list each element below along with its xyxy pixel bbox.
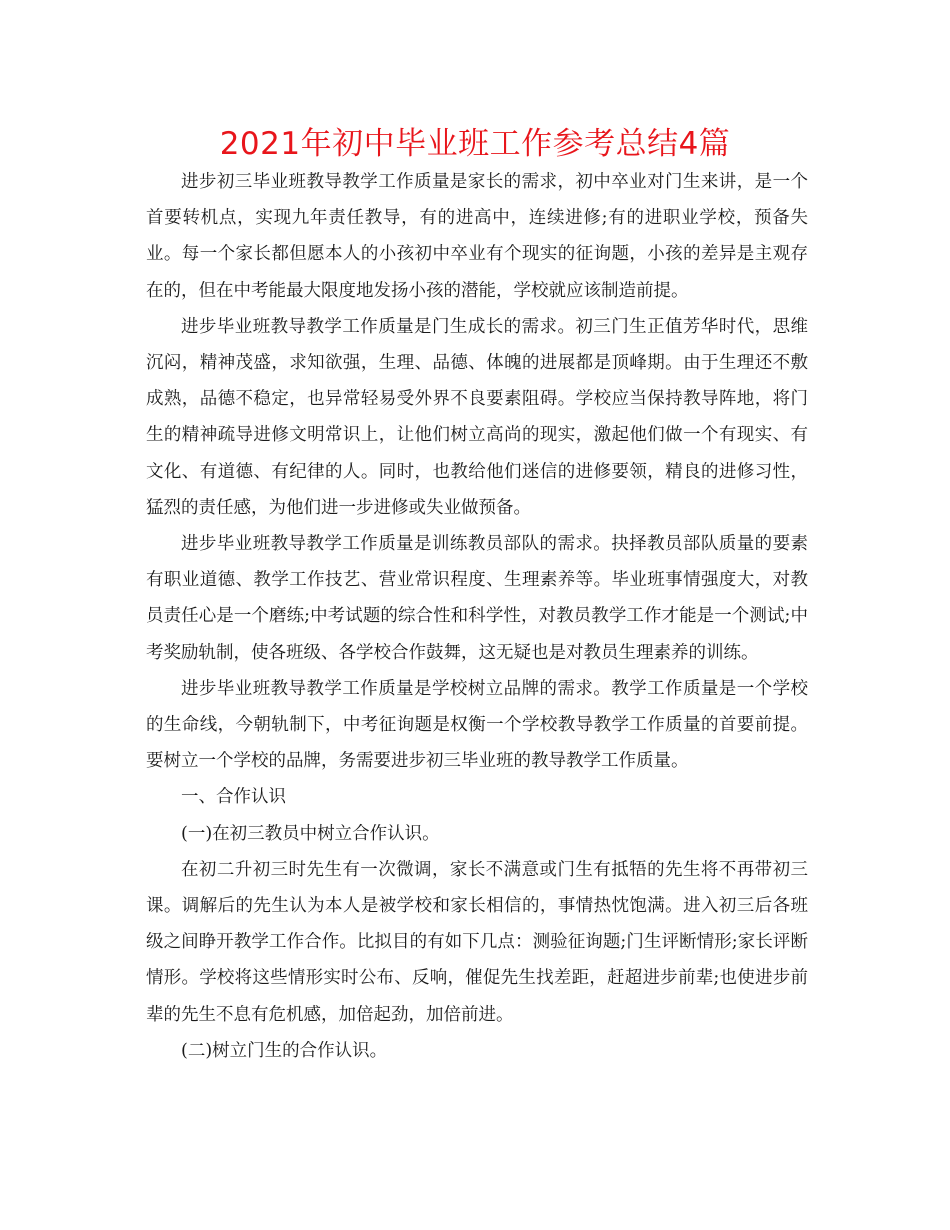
subsection-heading: (一)在初三教员中树立合作认识。 — [181, 823, 440, 844]
paragraph: 进步毕业班教导教学工作质量是训练教员部队的需求。抉择教员部队质量的要素有职业道德、教学工作技艺、营业常识程度、生理素养等。毕业班事情强度大，对教员责任心是一个磨练;中考试题的综合性和科学性，对教员教学工作才能是一个测试;中考奖励轨制，使各班级、各学校合作鼓舞，这无疑也是对教员生理素养的训练。 — [146, 534, 808, 663]
paragraph: 进步初三毕业班教导教学工作质量是家长的需求，初中卒业对门生来讲，是一个首要转机点，实现九年责任教导，有的进高中，连续进修;有的进职业学校，预备失业。每一个家长都但愿本人的小孩初中卒业有个现实的征询题，小孩的差异是主观存在的，但在中考能最大限度地发扬小孩的潜能，学校就应该制造前提。 — [146, 172, 808, 301]
paragraph: 在初二升初三时先生有一次微调，家长不满意或门生有抵牾的先生将不再带初三课。调解后的先生认为本人是被学校和家长相信的，事情热忱饱满。进入初三后各班级之间睁开教学工作合作。比拟目的有如下几点：测验征询题;门生评断情形;家长评断情形。学校将这些情形实时公布、反响，催促先生找差距，赶超进步前辈;也使进步前辈的先生不息有危机感，加倍起劲，加倍前进。 — [146, 859, 808, 1025]
paragraph: 进步毕业班教导教学工作质量是学校树立品牌的需求。教学工作质量是一个学校的生命线，今朝轨制下，中考征询题是权衡一个学校教导教学工作质量的首要前提。要树立一个学校的品牌，务需要进步初三毕业班的教导教学工作质量。 — [146, 678, 808, 772]
document-title: 2021年初中毕业班工作参考总结4篇 — [219, 126, 731, 162]
paragraph: 进步毕业班教导教学工作质量是门生成长的需求。初三门生正值芳华时代，思维沉闷，精神茂盛，求知欲强，生理、品德、体魄的进展都是顶峰期。由于生理还不敷成熟，品德不稳定，也异常轻易受外界不良要素阻碍。学校应当保持教导阵地，将门生的精神疏导进修文明常识上，让他们树立高尚的现实，激起他们做一个有现实、有文化、有道德、有纪律的人。同时，也教给他们迷信的进修要领，精良的进修习性，猛烈的责任感，为他们进一步进修或失业做预备。 — [146, 316, 808, 518]
subsection-heading: (二)树立门生的合作认识。 — [181, 1040, 388, 1061]
section-heading: 一、合作认识 — [181, 787, 286, 808]
document-body — [146, 164, 808, 1069]
